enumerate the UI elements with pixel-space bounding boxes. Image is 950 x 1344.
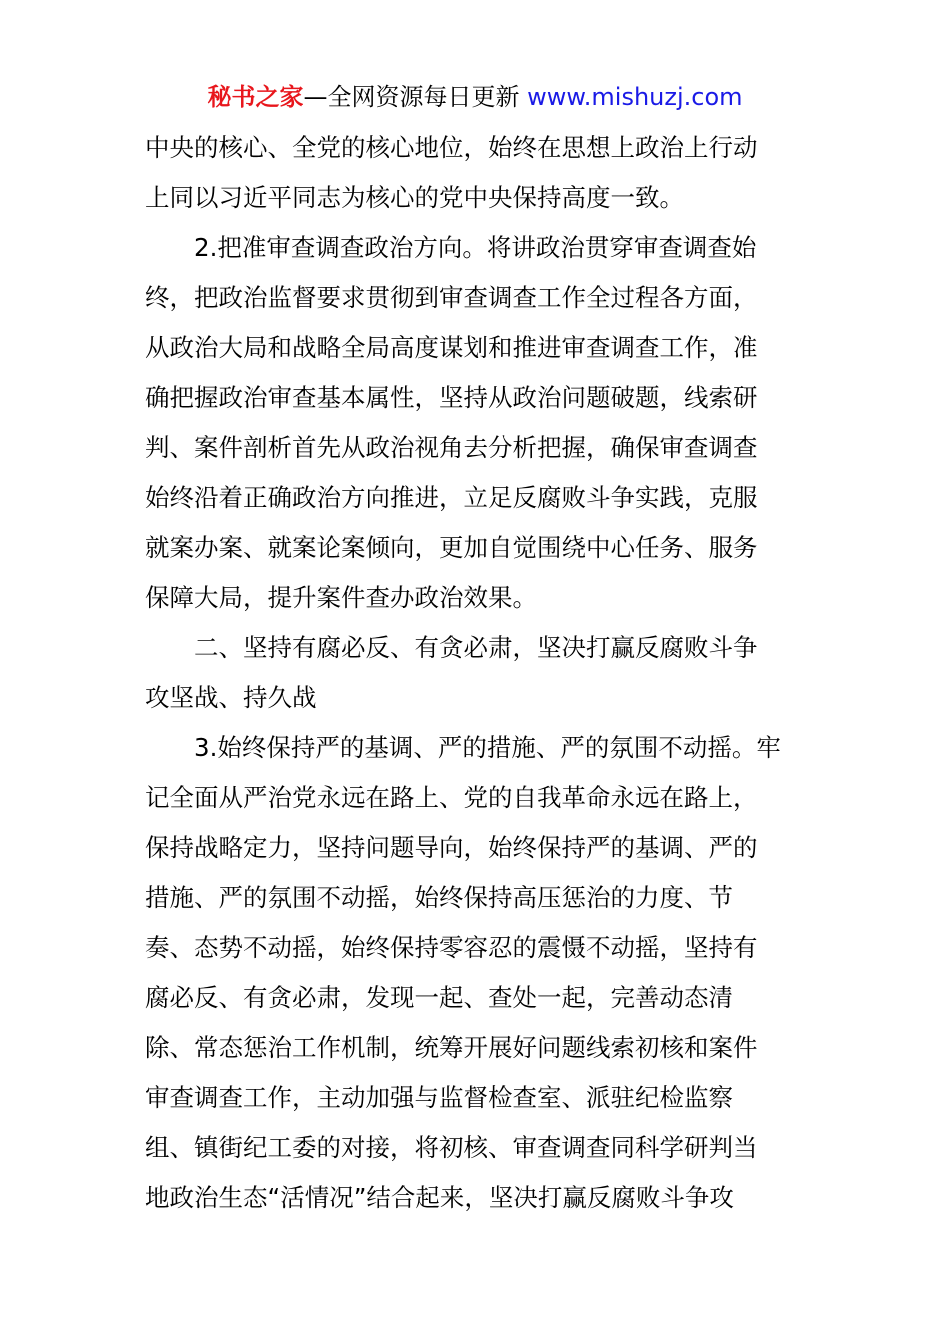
document-body	[145, 123, 810, 1223]
site-brand: 秘书之家	[207, 83, 304, 111]
text-line: 终，把政治监督要求贯彻到审查调查工作全过程各方面，	[145, 283, 758, 312]
text-line: 保持战略定力，坚持问题导向，始终保持严的基调、严的	[145, 833, 758, 862]
site-tagline: —全网资源每日更新	[303, 83, 520, 111]
section-heading-line: 二、坚持有腐必反、有贪必肃，坚决打赢反腐败斗争	[145, 633, 758, 662]
text-line: 确把握政治审查基本属性，坚持从政治问题破题，线索研	[145, 383, 758, 412]
text-line: 地政治生态“活情况”结合起来，坚决打赢反腐败斗争攻	[145, 1183, 734, 1212]
text-line: 措施、严的氛围不动摇，始终保持高压惩治的力度、节	[145, 883, 733, 912]
text-line: 就案办案、就案论案倾向，更加自觉围绕中心任务、服务	[145, 533, 758, 562]
text-line: 判、案件剖析首先从政治视角去分析把握，确保审查调查	[145, 433, 758, 462]
text-line: 记全面从严治党永远在路上、党的自我革命永远在路上，	[145, 783, 758, 812]
text-line: 2.把准审查调查政治方向。将讲政治贯穿审查调查始	[145, 233, 757, 262]
section-heading-line: 攻坚战、持久战	[145, 683, 317, 712]
text-line: 上同以习近平同志为核心的党中央保持高度一致。	[145, 183, 684, 212]
text-line: 3.始终保持严的基调、严的措施、严的氛围不动摇。牢	[145, 733, 781, 762]
text-line: 从政治大局和战略全局高度谋划和推进审查调查工作，准	[145, 333, 758, 362]
text-line: 始终沿着正确政治方向推进，立足反腐败斗争实践，克服	[145, 483, 758, 512]
text-line: 保障大局，提升案件查办政治效果。	[145, 583, 537, 612]
page-header	[0, 80, 950, 114]
text-line: 审查调查工作，主动加强与监督检查室、派驻纪检监察	[145, 1083, 733, 1112]
text-line: 中央的核心、全党的核心地位，始终在思想上政治上行动	[145, 133, 758, 162]
text-line: 奏、态势不动摇，始终保持零容忍的震慑不动摇，坚持有	[145, 933, 758, 962]
text-line: 腐必反、有贪必肃，发现一起、查处一起，完善动态清	[145, 983, 733, 1012]
text-line: 组、镇街纪工委的对接，将初核、审查调查同科学研判当	[145, 1133, 758, 1162]
site-url-link[interactable]: www.mishuzj.com	[527, 83, 743, 111]
text-line: 除、常态惩治工作机制，统筹开展好问题线索初核和案件	[145, 1033, 758, 1062]
